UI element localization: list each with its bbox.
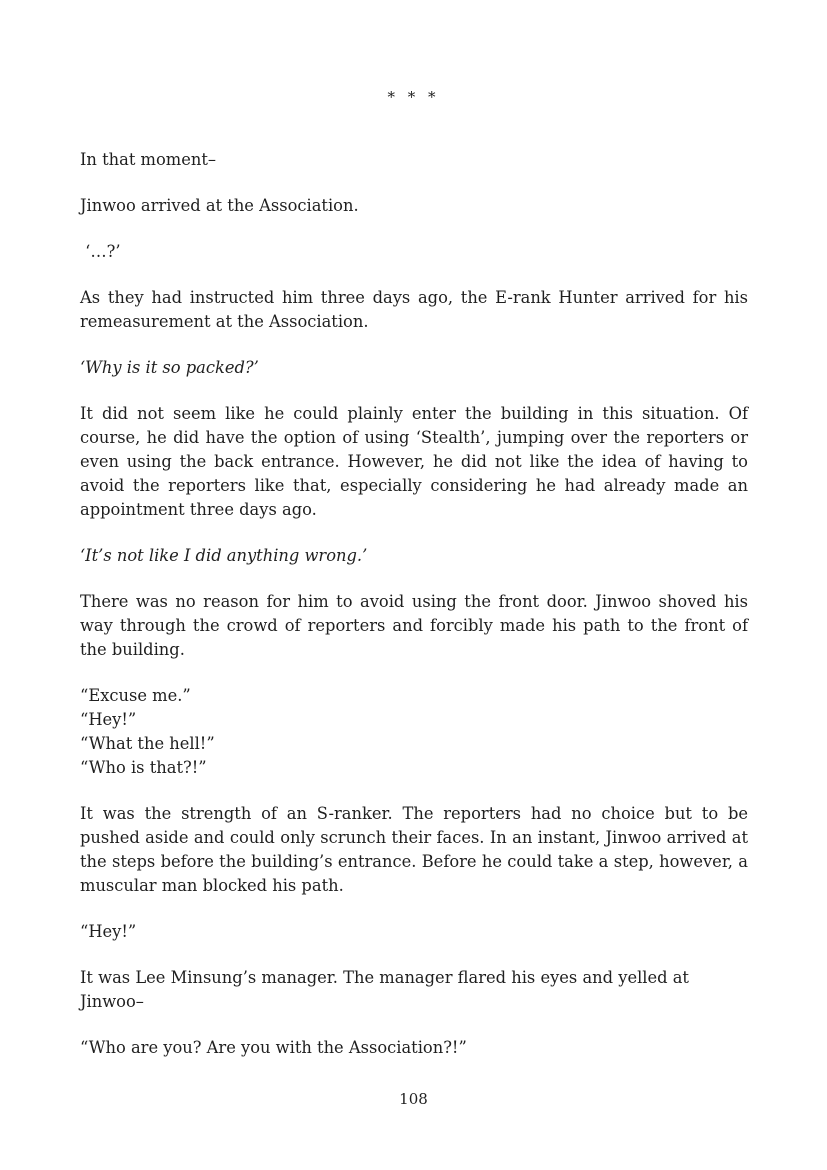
body-text [80, 148, 748, 1082]
paragraph-2: Jinwoo arrived at the Association. [80, 196, 359, 215]
paragraph-12: “Who are you? Are you with the Association?!” [80, 1038, 467, 1057]
paragraph-3: ‘…?’ [80, 242, 121, 261]
dialogue-line-3: “What the hell!” [80, 734, 215, 753]
page-number [0, 1090, 827, 1108]
paragraph-11: It was Lee Minsung’s manager. The manager flared his eyes and yelled at Jinwoo– [80, 968, 689, 1011]
dialogue-line-1: “Excuse me.” [80, 686, 191, 705]
paragraph-4: As they had instructed him three days ago, the E-rank Hunter arrived for his remeasurement at the Association. [80, 288, 748, 331]
dialogue-block [80, 684, 748, 780]
paragraph-9: It was the strength of an S-ranker. The reporters had no choice but to be pushed aside and could only scrunch their faces. In an instant, Jinwoo arrived at the steps before the building’s entrance. Before he could take a step, however, a muscular man blocked his path. [80, 804, 748, 895]
paragraph-1: In that moment– [80, 150, 217, 169]
dialogue-line-4: “Who is that?!” [80, 758, 207, 777]
page-number-text: 108 [399, 1090, 428, 1108]
paragraph-8: There was no reason for him to avoid using the front door. Jinwoo shoved his way through the crowd of reporters and forcibly made his path to the front of the building. [80, 592, 748, 659]
thought-2: ‘It’s not like I did anything wrong.’ [80, 546, 368, 565]
thought-1: ‘Why is it so packed?’ [80, 358, 259, 377]
paragraph-6: It did not seem like he could plainly enter the building in this situation. Of course, he did have the option of using ‘Stealth’, jumping over the reporters or even using the back entrance. However, he did not like the idea of having to avoid the reporters like that, especially considering he had already made an appointment three days ago. [80, 404, 748, 519]
paragraph-10: “Hey!” [80, 922, 137, 941]
scene-divider-text: * * * [387, 88, 440, 106]
dialogue-line-2: “Hey!” [80, 710, 137, 729]
scene-divider [0, 88, 827, 106]
